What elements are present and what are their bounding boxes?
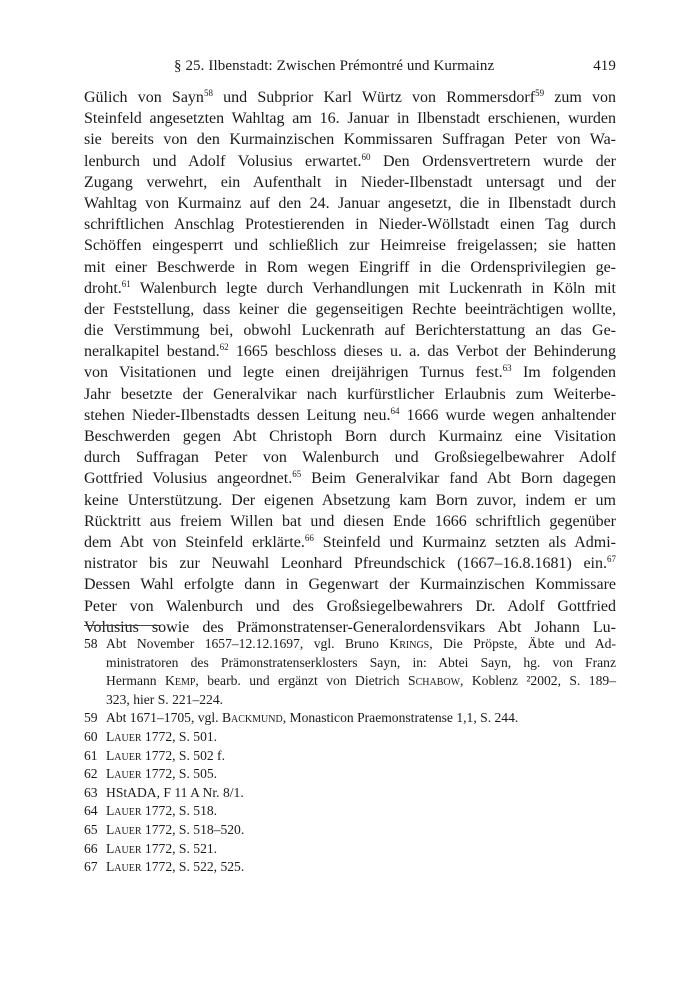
author-name: Lauer	[106, 840, 142, 856]
footnote-number: 66	[84, 840, 98, 856]
text-line	[84, 320, 616, 341]
footnote	[84, 784, 616, 803]
text-line	[84, 553, 616, 574]
footnote	[84, 728, 616, 747]
author-name: Lauer	[106, 766, 142, 782]
footnote-reference[interactable]: 58	[203, 88, 213, 98]
text-line	[84, 574, 616, 595]
text-segment: Walenburch legte durch Verhandlungen mit Luckenrath in Köln mit	[130, 279, 616, 297]
text-line	[84, 214, 616, 235]
footnote-text	[106, 728, 616, 747]
text-line	[84, 129, 616, 150]
text-line	[84, 405, 616, 426]
footnote-reference[interactable]: 60	[361, 151, 371, 162]
footnote-reference[interactable]: 62	[219, 342, 229, 353]
footnote-number: 60	[84, 728, 98, 744]
footnote-number: 64	[84, 803, 98, 819]
text-line	[84, 341, 616, 362]
text-line	[84, 257, 616, 278]
footnote	[84, 840, 616, 859]
footnote-reference[interactable]: 65	[292, 469, 302, 480]
footnote-separator	[84, 625, 160, 626]
page-number: 419	[593, 58, 616, 74]
text-line	[84, 87, 616, 108]
text-line	[84, 468, 616, 489]
text-segment: Beim Generalvikar fand Abt Born dagegen	[301, 470, 616, 488]
text-segment: Gülich von Sayn	[84, 89, 204, 106]
footnote-text	[106, 635, 616, 709]
author-name: Lauer	[106, 859, 142, 875]
footnote-number: 61	[84, 747, 98, 763]
text-segment: keine Unterstützung. Der eigenen Absetzung kam Born zuvor, indem er um	[84, 491, 616, 509]
text-segment: neralkapitel bestand.	[84, 343, 220, 361]
footnote	[84, 802, 616, 821]
text-segment: Schöffen eingesperrt und schließlich zur Heimreise freigelassen; sie hatten	[84, 237, 616, 255]
text-segment: Wahltag von Kurmainz auf den 24. Januar angesetzt, die in Ilbenstadt durch	[84, 194, 616, 212]
text-segment: 1665 beschloss dieses u. a. das Verbot der Behinderung	[228, 343, 616, 361]
footnote	[84, 858, 616, 877]
author-name: Lauer	[106, 728, 142, 744]
text-segment: stehen Nieder-Ilbenstadts dessen Leitung neu.	[84, 406, 391, 424]
footnote	[84, 747, 616, 766]
footnote-reference[interactable]: 64	[390, 405, 400, 416]
footnote	[84, 635, 616, 709]
text-line	[84, 532, 616, 553]
author-name: Backmund	[221, 710, 283, 726]
footnote-reference[interactable]: 67	[607, 554, 616, 565]
footnote-number: 59	[84, 710, 98, 726]
text-segment: von Visitationen und legte einen dreijährigen Turnus fest.	[84, 364, 503, 382]
text-segment: nistrator bis zur Neuwahl Leonhard Pfreundschick (1667–16.8.1681) ein.	[84, 555, 607, 573]
footnote-text	[106, 765, 616, 784]
text-line	[84, 193, 616, 214]
text-line	[84, 511, 616, 532]
footnote-reference[interactable]: 63	[502, 363, 512, 374]
footnote-text	[106, 802, 616, 821]
footnote-number: 65	[84, 821, 98, 837]
text-line	[84, 235, 616, 256]
text-segment: der Feststellung, dass keiner die gegenseitigen Rechte beeinträchtigen wollte,	[84, 300, 616, 318]
footnotes	[84, 635, 616, 877]
author-name: Kemp	[165, 673, 196, 689]
text-segment: zum von	[544, 89, 617, 106]
footnote-text	[106, 840, 616, 859]
footnote-line: 323, hier S. 221–224.	[106, 691, 224, 707]
text-line	[84, 490, 616, 511]
text-segment: Peter von Walenburch und des Großsiegelbewahrers Dr. Adolf Gottfried	[84, 597, 616, 615]
text-segment: Im folgenden	[511, 364, 616, 382]
text-segment: Jahr besetzte der Generalvikar nach kurfürstlicher Erlaubnis zum Weiterbe-	[84, 385, 616, 403]
text-line	[84, 447, 616, 468]
author-name: Lauer	[106, 747, 142, 763]
author-name: Krings	[389, 636, 430, 651]
text-segment: mit einer Beschwerde in Rom wegen Eingriff in die Ordensprivilegien ge-	[84, 258, 616, 276]
text-line	[84, 108, 616, 129]
text-segment: schriftlichen Anschlag Protestierenden in Nieder-Wöllstadt einen Tag durch	[84, 216, 616, 234]
footnote	[84, 709, 616, 728]
text-line	[84, 151, 616, 172]
footnote-reference[interactable]: 66	[304, 532, 314, 543]
text-segment: Beschwerden gegen Abt Christoph Born durch Kurmainz eine Visitation	[84, 428, 616, 445]
footnote	[84, 765, 616, 784]
footnote-text	[106, 784, 616, 803]
footnote-number: 67	[84, 859, 98, 875]
text-segment: sie bereits von den Kurmainzischen Kommissaren Suffragan Peter von Wa-	[84, 131, 616, 149]
footnote-text	[106, 858, 616, 877]
text-segment: 1666 wurde wegen anhaltender	[399, 406, 616, 424]
footnote-number: 63	[84, 784, 98, 800]
text-segment: durch Suffragan Peter von Walenburch und Großsiegelbewahrer Adolf	[84, 449, 616, 467]
text-line	[84, 299, 616, 320]
footnote-reference[interactable]: 59	[535, 88, 545, 98]
footnote	[84, 821, 616, 840]
footnote-reference[interactable]: 61	[121, 278, 131, 289]
footnote-text	[106, 747, 616, 766]
author-name: Lauer	[106, 803, 142, 819]
text-segment: die Verstimmung bei, obwohl Luckenrath auf Berichterstattung an das Ge-	[84, 322, 616, 340]
main-text	[84, 87, 616, 638]
text-line	[84, 172, 616, 193]
text-segment: Volusius sowie des Prämonstratenser-Generalordensvikars Abt Johann Lu-	[84, 618, 616, 636]
text-segment: Zugang verwehrt, ein Aufenthalt in Nieder-Ilbenstadt untersagt und der	[84, 173, 616, 191]
footnote-line: Abt November 1657–12.12.1697, vgl. Bruno Krings, Die Pröpste, Äbte und Ad-	[106, 636, 616, 651]
author-name: Lauer	[106, 821, 142, 837]
footnote-number: 62	[84, 766, 98, 782]
running-head-title: § 25. Ilbenstadt: Zwischen Prémontré und Kurmainz	[174, 58, 495, 74]
footnote-line: HStADA, F 11 A Nr. 8/1.	[106, 784, 244, 800]
text-segment: droht.	[84, 279, 122, 297]
text-line	[84, 278, 616, 299]
footnote-line: Lauer 1772, S. 521.	[106, 840, 218, 856]
footnote-line: ministratoren des Prämonstratenserklosters Sayn, in: Abtei Sayn, hg. von Franz	[106, 654, 616, 670]
text-segment: lenburch und Adolf Volusius erwartet.	[84, 152, 362, 170]
text-segment: Steinfeld angesetzten Wahltag am 16. Januar in Ilbenstadt erschienen, wurden	[84, 110, 616, 128]
text-segment: dem Abt von Steinfeld erklärte.	[84, 533, 305, 551]
text-line	[84, 362, 616, 383]
text-segment: Steinfeld und Kurmainz setzten als Admi-	[313, 533, 617, 551]
footnote-line: Lauer 1772, S. 518.	[106, 803, 218, 819]
footnote-text	[106, 821, 616, 840]
text-segment: Dessen Wahl erfolgte dann in Gegenwart der Kurmainzischen Kommissare	[84, 576, 616, 594]
footnote-line: Lauer 1772, S. 502 f.	[106, 747, 225, 763]
text-segment: Rücktritt aus freiem Willen bat und diesen Ende 1666 schriftlich gegenüber	[84, 512, 616, 530]
footnote-line: Abt 1671–1705, vgl. Backmund, Monasticon Praemonstratense 1,1, S. 244.	[106, 710, 519, 726]
footnote-line: Lauer 1772, S. 501.	[106, 728, 218, 744]
footnote-line: Lauer 1772, S. 505.	[106, 766, 218, 782]
text-segment: Gottfried Volusius angeordnet.	[84, 470, 293, 488]
footnote-text	[106, 709, 616, 728]
text-line	[84, 596, 616, 617]
text-line	[84, 426, 616, 447]
text-line	[84, 384, 616, 405]
footnote-line: Lauer 1772, S. 518–520.	[106, 821, 245, 837]
footnote-number: 58	[84, 636, 98, 651]
footnote-line: Lauer 1772, S. 522, 525.	[106, 859, 245, 875]
author-name: Schabow	[408, 673, 461, 689]
text-segment: Den Ordensvertretern wurde der	[370, 152, 616, 170]
text-segment: und Subprior Karl Würtz von Rommersdorf	[212, 89, 536, 106]
footnote-line: Hermann Kemp, bearb. und ergänzt von Dietrich Schabow, Koblenz ²2002, S. 189–	[106, 673, 616, 689]
